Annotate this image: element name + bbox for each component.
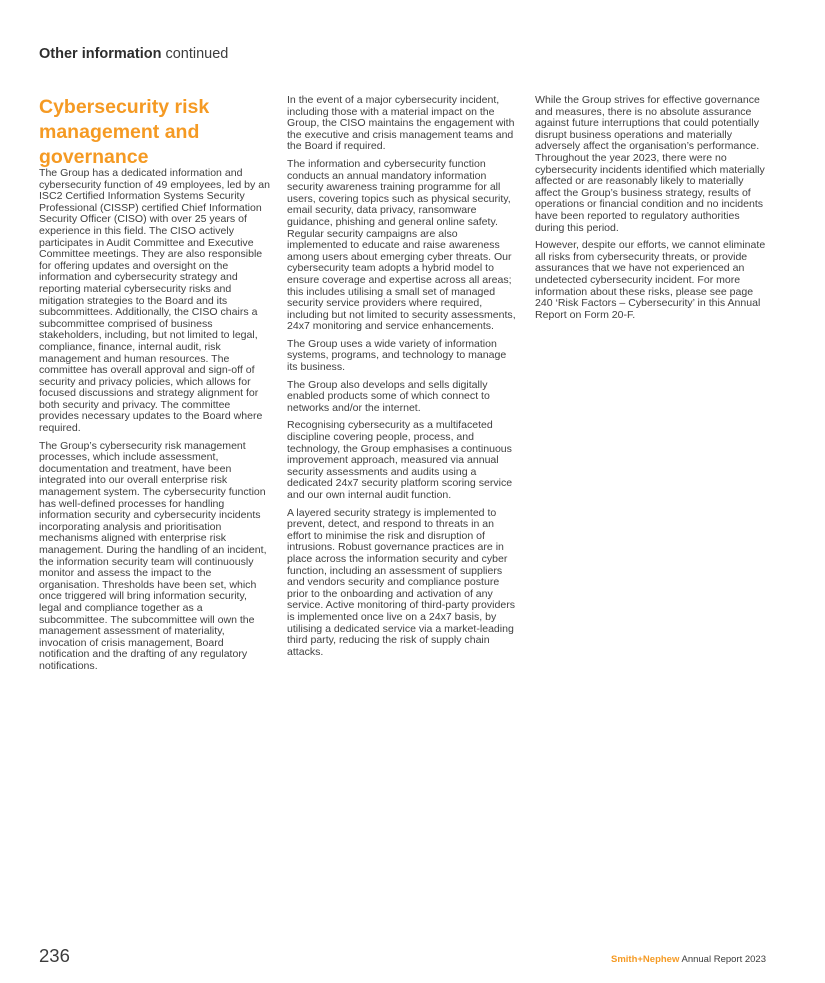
brand-name: Smith+Nephew xyxy=(611,954,680,965)
paragraph: The information and cybersecurity function conducts an annual mandatory information security awareness training programme for all users, covering topics such as physical security, email security, data privacy, ransomware guidance, phishing and general online safety. Regular security campaigns are also implemented to educate and raise awareness among users about emerging cyber threats. Our cybersecurity team adopts a hybrid model to ensure coverage and expertise across all areas; this includes utilising a small set of managed security service providers where required, including but not limited to security assessments, 24x7 monitoring and service enhancements. xyxy=(287,157,516,333)
report-name: Annual Report 2023 xyxy=(679,954,766,965)
text-column-3 xyxy=(535,95,767,327)
paragraph: A layered security strategy is implemented to prevent, detect, and respond to threats in an effort to minimise the risk and disruption of intrusions. Robust governance practices are in place across the information security and cyber function, including an assessment of suppliers and vendors security and compliance posture prior to the onboarding and activation of any service. Active monitoring of third-party providers is implemented once live on a 24x7 basis, by utilising a dedicated service via a market-leading third party, reducing the risk of supply chain attacks. xyxy=(287,506,516,658)
paragraph: While the Group strives for effective governance and measures, there is no absolute assurance against future interruptions that could potentially disrupt business operations and materially adversely affect the organisation’s performance. Throughout the year 2023, there were no cybersecurity incidents identified which materially affected or are reasonably likely to materially affect the Group’s business strategy, results of operations or financial condition and no incidents have been reported to regulatory authorities during this period. xyxy=(535,94,765,234)
section-heading: Cybersecurity risk management and governance xyxy=(39,96,210,168)
text-column-2 xyxy=(287,95,519,664)
paragraph: However, despite our efforts, we cannot eliminate all risks from cybersecurity threats, or provide assurances that we have not experienced an undetected cybersecurity incident. For more information about these risks, please see page 240 ‘Risk Factors – Cybersecurity’ in this Annual Report on Form 20-F. xyxy=(535,239,766,321)
paragraph: The Group has a dedicated information and cybersecurity function of 49 employees, led by an ISC2 Certified Information Systems Security Professional (CISSP) certified Chief Information Security Officer (CISO) with over 25 years of experience in this field. The CISO actively participates in Audit Committee and Executive Committee meetings. They are also responsible for offering updates and oversight on the information and cybersecurity strategy and reporting material cybersecurity risks and mitigation strategies to the Board and its subcommittees. Additionally, the CISO chairs a subcommittee comprised of business stakeholders, including, but not limited to legal, compliance, finance, internal audit, risk management and human resources. The committee has overall approval and sign-off of security and privacy policies, which allows for focused discussions and strategy alignment for both security and privacy. The committee provides necessary updates to the Board where required. xyxy=(39,167,270,435)
text-column-1 xyxy=(39,95,271,679)
running-header-continued: continued xyxy=(161,46,229,62)
running-header xyxy=(39,46,228,62)
paragraph: The Group also develops and sells digitally enabled products some of which connect to networks and/or the internet. xyxy=(287,378,490,414)
paragraph: The Group uses a wide variety of information systems, programs, and technology to manage its business. xyxy=(287,337,507,374)
page-number: 236 xyxy=(39,945,70,966)
paragraph: In the event of a major cybersecurity incident, including those with a material impact on the Group, the CISO maintains the engagement with the executive and crisis management teams and the Board if required. xyxy=(287,94,515,153)
running-header-bold: Other information xyxy=(39,46,162,62)
footer-report-title xyxy=(611,954,766,965)
paragraph: The Group’s cybersecurity risk management processes, which include assessment, documentation and treatment, have been integrated into our overall enterprise risk management system. The cybersecurity function has well-defined processes for handling information security and cybersecurity incidents incorporating analysis and prioritisation mechanisms aligned with enterprise risk management. During the handling of an incident, the information security team will continuously monitor and assess the impact to the organisation. Thresholds have been set, which once triggered will bring information security, legal and compliance together as a subcommittee. The subcommittee will own the management assessment of materiality, invocation of crisis management, Board notification and the drafting of any regulatory notifications. xyxy=(39,439,267,672)
paragraph: Recognising cybersecurity as a multifaceted discipline covering people, process, and technology, the Group emphasises a continuous improvement approach, measured via annual security assessments and audits using a dedicated 24x7 security platform scoring service and our own internal audit function. xyxy=(287,419,513,501)
